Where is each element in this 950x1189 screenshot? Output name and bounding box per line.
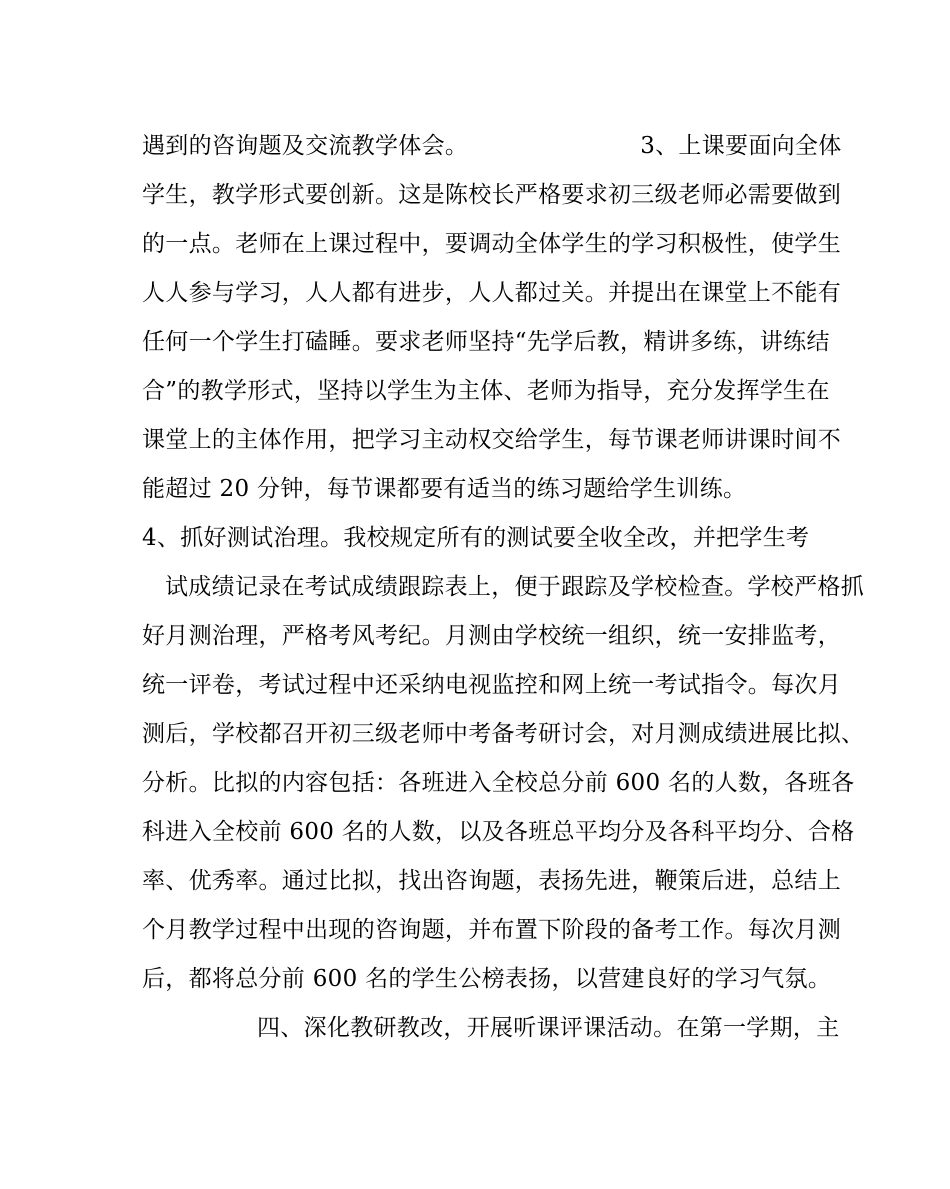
text-line-4: 人人参与学习，人人都有进步，人人都过关。并提出在课堂上不能有 bbox=[142, 280, 841, 306]
text-line-17: 个月教学过程中出现的咨询题，并布置下阶段的备考工作。每次月测 bbox=[142, 917, 841, 943]
text-line-5: 任何一个学生打磕睡。要求老师坚持“先学后教，精讲多练，讲练结 bbox=[142, 329, 830, 355]
text-line-9: 4、抓好测试治理。我校规定所有的测试要全收全改，并把学生考 bbox=[142, 525, 810, 551]
text-line-18: 后，都将总分前 600 名的学生公榜表扬，以营建良好的学习气氛。 bbox=[142, 966, 832, 992]
text-line-8: 能超过 20 分钟，每节课都要有适当的练习题给学生训练。 bbox=[142, 476, 747, 502]
text-line-11: 好月测治理，严格考风考纪。月测由学校统一组织，统一安排监考， bbox=[142, 623, 841, 649]
text-line-1 bbox=[142, 131, 842, 161]
text-line-10: 试成绩记录在考试成绩跟踪表上，便于跟踪及学校检查。学校严格抓 bbox=[165, 574, 864, 600]
text-line-3: 的一点。老师在上课过程中，要调动全体学生的学习积极性，使学生 bbox=[142, 231, 841, 257]
text-line-19: 四、深化教研教改，开展听课评课活动。在第一学期，主 bbox=[257, 1015, 840, 1041]
text-line-6: 合”的教学形式，坚持以学生为主体、老师为指导，充分发挥学生在 bbox=[142, 378, 830, 404]
text-line-12: 统一评卷，考试过程中还采纳电视监控和网上统一考试指令。每次月 bbox=[142, 672, 841, 698]
text-line-16: 率、优秀率。通过比拟，找出咨询题，表扬先进，鞭策后进，总结上 bbox=[142, 868, 841, 894]
text-line-13: 测后，学校都召开初三级老师中考备考研讨会，对月测成绩进展比拟、 bbox=[142, 721, 865, 747]
text-segment: 3、上课要面向全体 bbox=[640, 133, 842, 159]
text-line-14: 分析。比拟的内容包括：各班进入全校总分前 600 名的人数，各班各 bbox=[142, 770, 855, 796]
text-line-2: 学生，教学形式要创新。这是陈校长严格要求初三级老师必需要做到 bbox=[142, 182, 841, 208]
text-line-15: 科进入全校前 600 名的人数，以及各班总平均分及各科平均分、合格 bbox=[142, 819, 855, 845]
text-line-7: 课堂上的主体作用，把学习主动权交给学生，每节课老师讲课时间不 bbox=[142, 427, 841, 453]
text-segment: 遇到的咨询题及交流教学体会。 bbox=[142, 133, 469, 159]
